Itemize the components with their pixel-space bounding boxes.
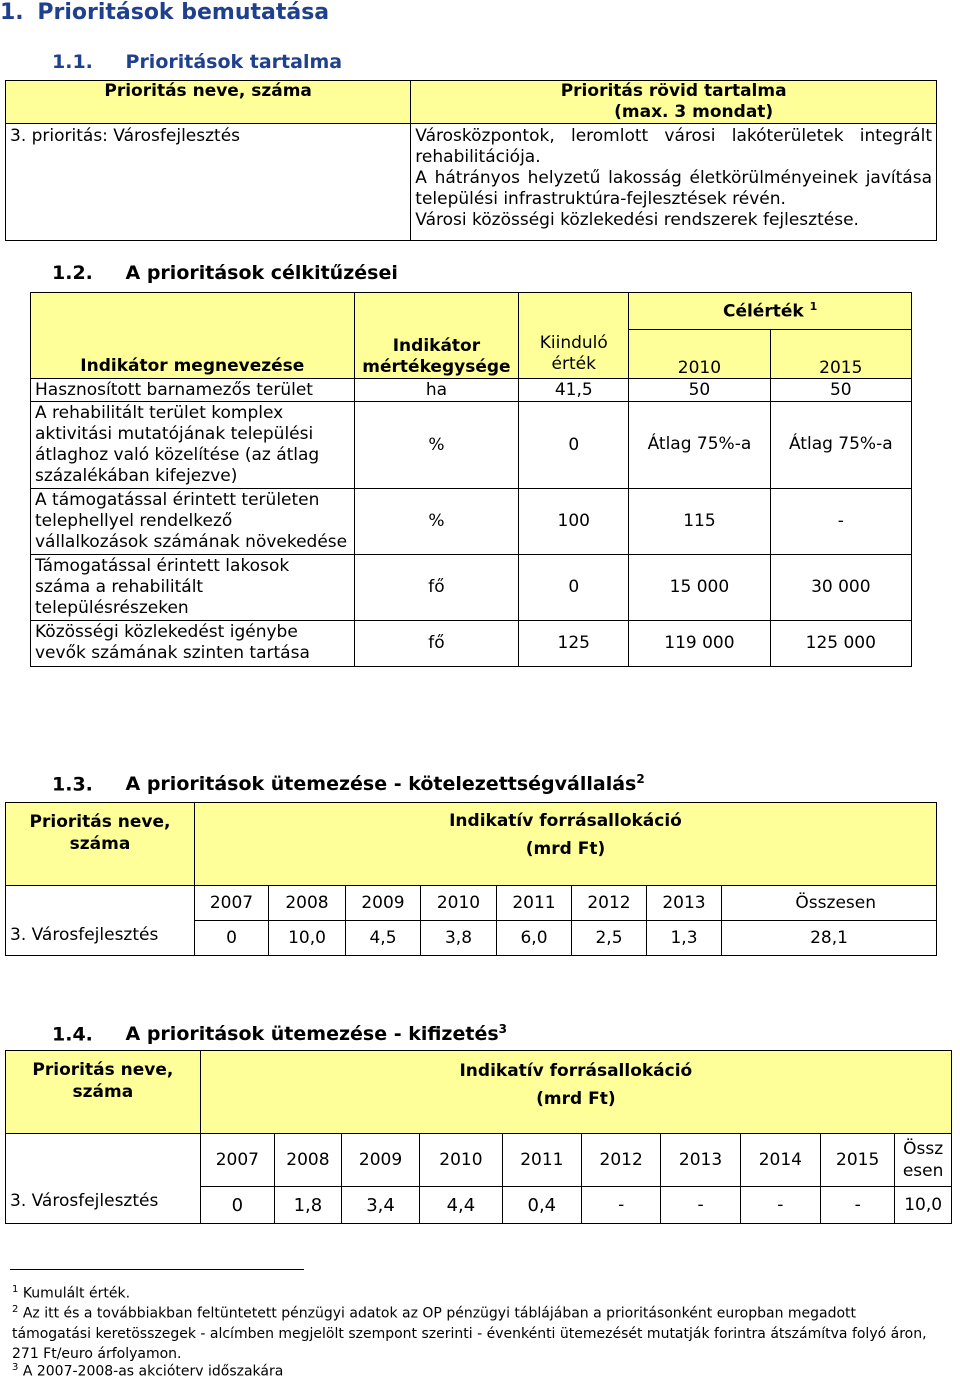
value-cell: 2,5 (572, 921, 647, 956)
total-header: Összesen (895, 1134, 952, 1187)
value-cell: - (740, 1187, 820, 1224)
col-header-allocation: Indikatív forrásallokáció (mrd Ft) (200, 1051, 951, 1134)
payment-schedule-table (5, 1050, 952, 1224)
col-header-indicator-name: Indikátor megnevezése (31, 293, 355, 379)
year-header: 2009 (346, 886, 421, 921)
footnote-text: Az itt és a továbbiakban feltüntetett pénzügyi adatok az OP pénzügyi táblájában a prioritásonként europban megadott támogatási keretösszegek - alcímben megjelölt szempont szerinti - évenkénti ütemezését mutatják forintra átszámítva folyó áron, 271 Ft/euro árfolyamon. (12, 1305, 927, 1362)
content-line: Városközpontok, leromlott városi lakóterületek integrált rehabilitációja. (415, 126, 932, 167)
year-header: 2010 (421, 886, 497, 921)
year-header: 2009 (341, 1134, 419, 1187)
content-line: A hátrányos helyzetű lakosság életkörülményeinek javítása települési infrastruktúra-fejlesztések révén. (415, 168, 932, 209)
year-header: 2013 (647, 886, 722, 921)
footnote-text: Kumulált érték. (22, 1285, 131, 1302)
value-cell: 3,4 (341, 1187, 419, 1224)
section-1-2-heading (52, 262, 398, 284)
year-header: 2007 (195, 886, 269, 921)
col-header-target: Célérték $^1$ (629, 293, 912, 330)
section-number: 1.1. (52, 51, 93, 73)
section-number: 1.2. (52, 262, 93, 284)
year-header: 2011 (502, 1134, 581, 1187)
section-1-4-heading (52, 1022, 507, 1045)
year-header: 2011 (497, 886, 572, 921)
total-value-cell: 10,0 (895, 1187, 952, 1224)
col-header-2010: 2010 (629, 330, 770, 379)
indicator-table (30, 292, 912, 667)
col-header-2015: 2015 (770, 330, 911, 379)
value-cell: 1,3 (647, 921, 722, 956)
total-value-cell: 28,1 (722, 921, 937, 956)
year-header: 2012 (572, 886, 647, 921)
value-cell: 0 (195, 921, 269, 956)
section-number: 1.4. (52, 1023, 93, 1046)
year-header: 2010 (420, 1134, 502, 1187)
value-cell: - (661, 1187, 740, 1224)
value-cell: - (582, 1187, 661, 1224)
priority-content-table (5, 80, 937, 241)
year-header: 2012 (582, 1134, 661, 1187)
priority-name-cell: 3. Városfejlesztés (6, 886, 195, 956)
table-row: Hasznosított barnamezős terület ha 41,5 50 50 (31, 378, 912, 401)
table-row: Támogatással érintett lakosok száma a rehabilitált településrészeken fő 0 15 000 30 000 (31, 554, 912, 620)
section-title: A prioritások célkitűzései (125, 262, 398, 284)
section-number: 1.3. (52, 773, 93, 796)
col-header-allocation: Indikatív forrásallokáció (mrd Ft) (195, 803, 937, 886)
section-title: Prioritások tartalma (125, 51, 343, 73)
total-header: Összesen (722, 886, 937, 921)
table-row: A rehabilitált terület komplex aktivitási mutatójának települési átlaghoz való közelítése (az átlag százalékában kifejezve) % 0 Átlag 75%-a Átlag 75%-a (31, 401, 912, 488)
section-title: A prioritások ütemezése - kifizetés (125, 1023, 499, 1046)
footnote-text: A 2007-2008-as akcióterv időszakára (22, 1363, 284, 1380)
col-header-priority-name: Prioritás neve, száma (6, 81, 411, 124)
section-1-1-heading (52, 51, 342, 73)
priority-name-cell: 3. prioritás: Városfejlesztés (6, 124, 411, 241)
value-cell: - (821, 1187, 895, 1224)
content-line: Városi közösségi közlekedési rendszerek fejlesztése. (415, 210, 859, 230)
value-cell: 0 (200, 1187, 274, 1224)
table-row: A támogatással érintett területen telephellyel rendelkező vállalkozások számának növekedése % 100 115 - (31, 488, 912, 554)
table-row: Közösségi közlekedést igénybe vevők számának szinten tartása fő 125 119 000 125 000 (31, 620, 912, 666)
col-header-base-value: Kiinduló érték (519, 330, 629, 379)
footnote-ref: 3 (498, 1022, 508, 1036)
footnote-separator (10, 1269, 304, 1270)
heading-text: Prioritások bemutatása (37, 0, 330, 25)
footnote-ref: 2 (636, 772, 645, 786)
value-cell: 1,8 (274, 1187, 341, 1224)
col-header-unit: Indikátor mértékegysége (354, 293, 519, 379)
commitment-schedule-table (5, 802, 937, 956)
year-header: 2008 (269, 886, 346, 921)
value-cell: 0,4 (502, 1187, 581, 1224)
priority-content-cell (411, 124, 937, 241)
footnote (12, 1300, 932, 1364)
footnote-number: 3 (12, 1362, 19, 1373)
year-header: 2013 (661, 1134, 740, 1187)
section-1-3-heading (52, 772, 645, 795)
value-cell: 6,0 (497, 921, 572, 956)
year-header: 2014 (740, 1134, 820, 1187)
value-cell: 4,5 (346, 921, 421, 956)
value-cell: 10,0 (269, 921, 346, 956)
footnote-number: 2 (12, 1304, 19, 1315)
priority-name-cell: 3. Városfejlesztés (6, 1134, 201, 1224)
section-title: A prioritások ütemezése - kötelezettségvállalás (125, 773, 637, 796)
footnote (12, 1358, 283, 1382)
value-cell: 3,8 (421, 921, 497, 956)
year-header: 2007 (200, 1134, 274, 1187)
value-cell: 4,4 (420, 1187, 502, 1224)
heading-number: 1. (0, 0, 24, 25)
page-heading (0, 0, 329, 25)
col-header-content: Prioritás rövid tartalma (max. 3 mondat) (411, 81, 937, 124)
year-header: 2015 (821, 1134, 895, 1187)
col-header-priority-name: Prioritás neve, száma (6, 1051, 201, 1134)
year-header: 2008 (274, 1134, 341, 1187)
footnote-number: 1 (12, 1284, 19, 1295)
col-header-priority-name: Prioritás neve, száma (6, 803, 195, 886)
